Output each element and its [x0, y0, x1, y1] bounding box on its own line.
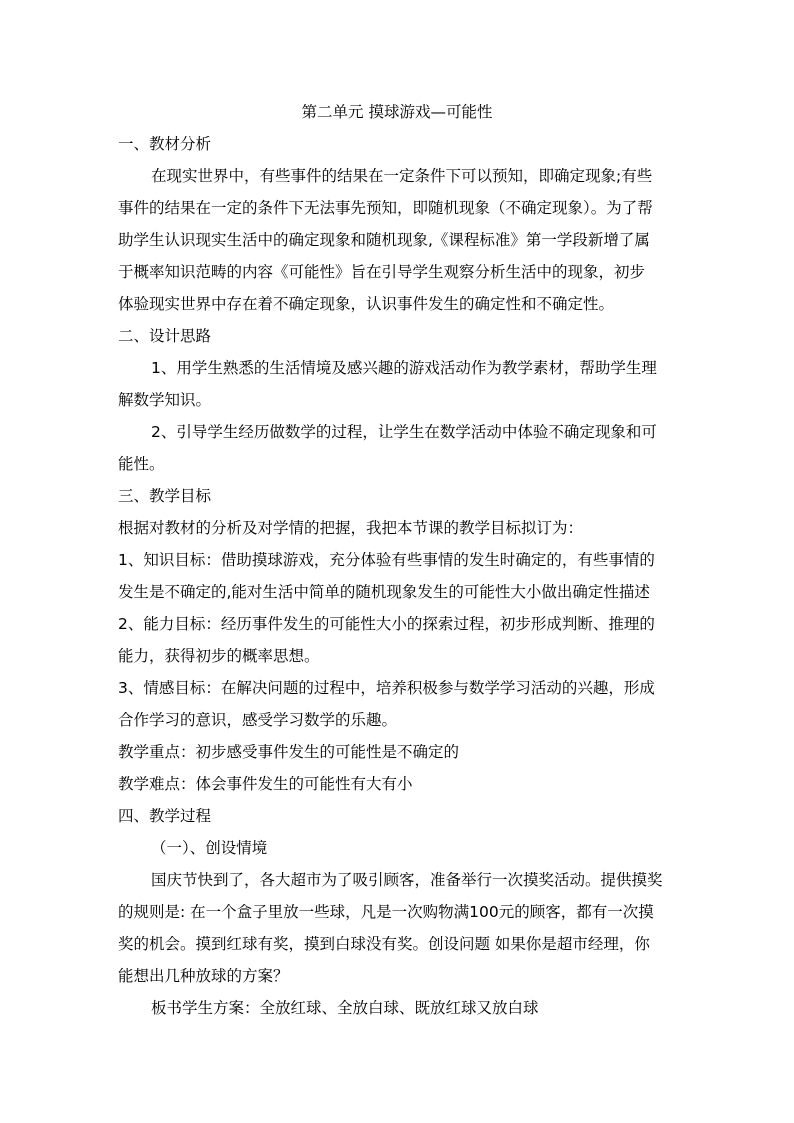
document-title: 第二单元 摸球游戏—可能性 — [301, 103, 493, 121]
paragraph-line: 板书学生方案：全放红球、全放白球、既放红球又放白球 — [151, 999, 539, 1017]
paragraph-line: 事件的结果在一定的条件下无法事先预知，即随机现象（不确定现象）。为了帮 — [118, 199, 653, 217]
paragraph-line: 奖的机会。摸到红球有奖，摸到白球没有奖。创设问题 如果你是超市经理，你 — [118, 935, 650, 953]
section-heading-design-idea: 二、设计思路 — [118, 327, 212, 345]
paragraph-line: 发生是不确定的,能对生活中简单的随机现象发生的可能性大小做出确定性描述 — [118, 583, 650, 601]
paragraph-line: 解数学知识。 — [118, 391, 212, 409]
paragraph-line: 能性。 — [118, 455, 165, 473]
paragraph-line: 3、情感目标：在解决问题的过程中，培养积极参与数学学习活动的兴趣，形成 — [118, 679, 655, 697]
paragraph-line: 2、引导学生经历做数学的过程，让学生在数学活动中体验不确定现象和可 — [151, 423, 657, 441]
paragraph-line: 1、用学生熟悉的生活情境及感兴趣的游戏活动作为教学素材，帮助学生理 — [151, 359, 657, 377]
paragraph-line: 1、知识目标：借助摸球游戏，充分体验有些事情的发生时确定的，有些事情的 — [118, 551, 655, 569]
paragraph-line: 国庆节快到了，各大超市为了吸引顾客，准备举行一次摸奖活动。提供摸奖 — [151, 871, 663, 889]
paragraph-line: 根据对教材的分析及对学情的把握，我把本节课的教学目标拟订为： — [118, 519, 584, 537]
paragraph-line: 能力，获得初步的概率思想。 — [118, 647, 320, 665]
subsection-heading: （一）、创设情境 — [151, 839, 268, 857]
teaching-focus: 教学重点：初步感受事件发生的可能性是不确定的 — [118, 743, 460, 761]
paragraph-line: 于概率知识范畴的内容《可能性》旨在引导学生观察分析生活中的现象，初步 — [118, 263, 646, 281]
teaching-difficulty: 教学难点：体会事件发生的可能性有大有小 — [118, 775, 413, 793]
paragraph-line: 2、能力目标：经历事件发生的可能性大小的探索过程，初步形成判断、推理的 — [118, 615, 655, 633]
paragraph-line: 能想出几种放球的方案？ — [118, 967, 289, 985]
section-heading-teaching-process: 四、教学过程 — [118, 807, 212, 825]
paragraph-line: 的规则是: 在一个盒子里放一些球，凡是一次购物满100元的顾客，都有一次摸 — [118, 903, 654, 921]
paragraph-line: 助学生认识现实生活中的确定现象和随机现象,《课程标准》第一学段新增了属 — [118, 231, 650, 249]
section-heading-teaching-goals: 三、教学目标 — [118, 487, 212, 505]
section-heading-material-analysis: 一、教材分析 — [118, 135, 212, 153]
paragraph-line: 体验现实世界中存在着不确定现象，认识事件发生的确定性和不确定性。 — [118, 295, 615, 313]
paragraph-line: 在现实世界中，有些事件的结果在一定条件下可以预知，即确定现象;有些 — [151, 167, 653, 185]
paragraph-line: 合作学习的意识，感受学习数学的乐趣。 — [118, 711, 398, 729]
